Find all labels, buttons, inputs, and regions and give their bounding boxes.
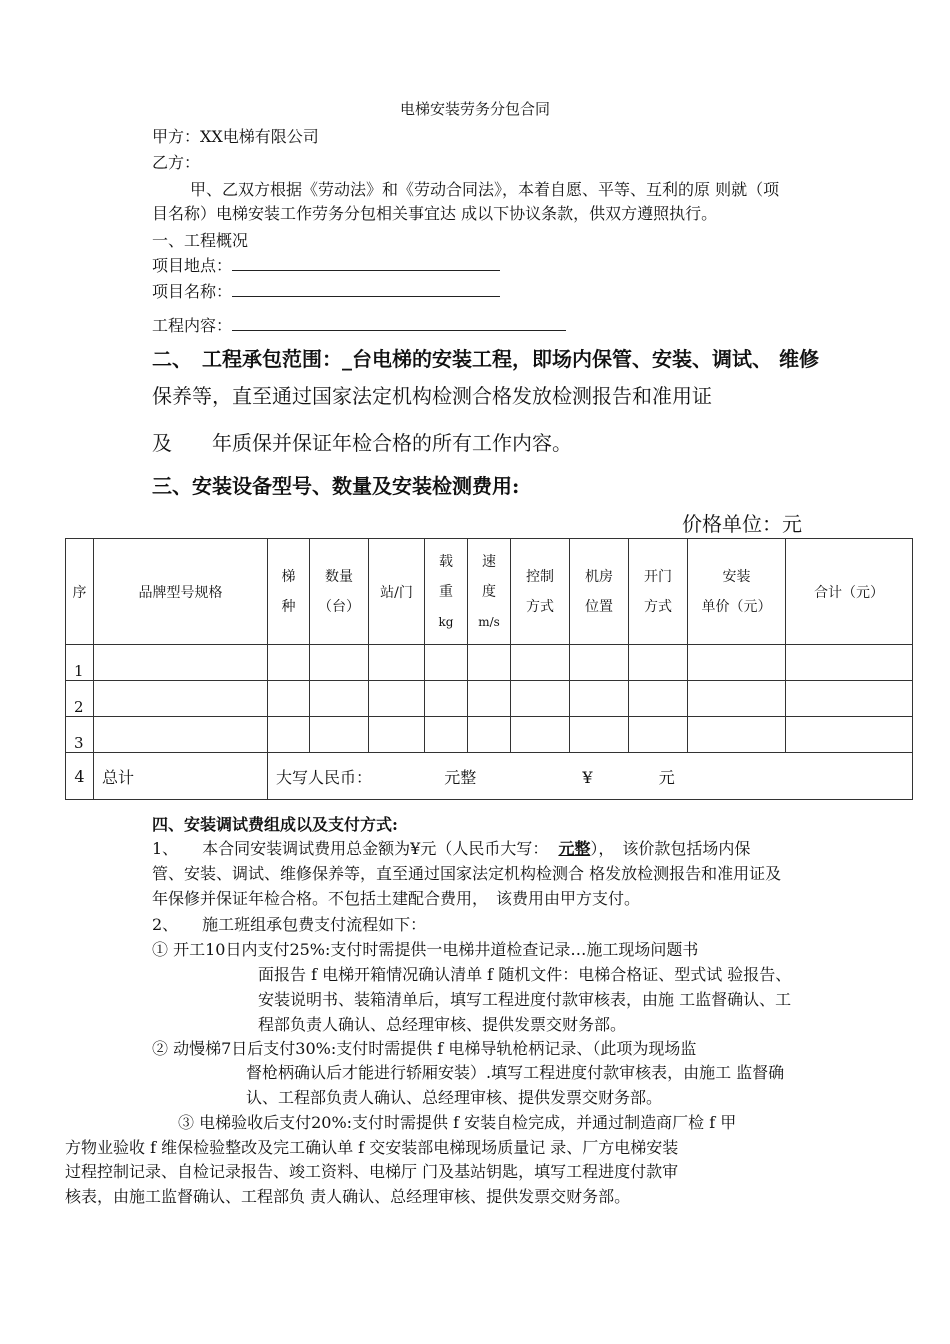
table-cell <box>786 717 913 753</box>
header-unit-price-1: 安装 <box>722 568 751 585</box>
stage-3-line-2: 方物业验收 f 维保检验整改及完工确认单 f 交安装部电梯现场质量记 录、厂方电梯安装 <box>65 1138 679 1157</box>
table-cell <box>425 681 468 717</box>
table-cell <box>369 681 425 717</box>
header-room <box>570 539 629 645</box>
table-row <box>66 717 913 753</box>
section-2-line-3: 及 年质保并保证年检合格的所有工作内容。 <box>152 431 572 455</box>
table-row <box>66 645 913 681</box>
total-amount-cell <box>268 753 913 800</box>
stage-2-line-1: ② 动慢梯7日后支付30%:支付时需提供 f 电梯导轨枪柄记录、（此项为现场监 <box>152 1039 697 1058</box>
table-cell <box>94 717 268 753</box>
table-cell <box>94 645 268 681</box>
header-type-2: 种 <box>281 598 296 615</box>
field-project-name-label: 项目名称： <box>152 282 233 301</box>
header-total: 合计（元） <box>786 539 913 645</box>
section-2-line-1 <box>152 343 819 372</box>
header-control-2: 方式 <box>526 598 554 615</box>
header-room-2: 位置 <box>585 598 613 615</box>
field-project-location <box>152 253 500 276</box>
section-2-text: 二、 工程承包范围：_台电梯的安装工程，即场内保管、安装、调试、 维修 <box>152 347 819 371</box>
table-row <box>66 681 913 717</box>
field-project-content-label: 工程内容： <box>152 316 233 335</box>
table-cell <box>570 717 629 753</box>
header-load <box>425 539 468 645</box>
header-door <box>629 539 688 645</box>
stage-1-line-3: 安装说明书、装箱清单后，填写工程进度付款审核表，由施 工监督确认、工 <box>258 990 792 1009</box>
table-cell <box>268 645 310 681</box>
header-door-2: 方式 <box>644 598 672 615</box>
header-unit-price-2: 单价（元） <box>701 598 772 615</box>
intro-line-1: 甲、乙双方根据《劳动法》和《劳动合同法》，本着自愿、平等、互利的原 则就（项 <box>190 180 780 199</box>
stage-1-line-1: ① 开工10日内支付25%:支付时需提供一电梯井道检查记录…施工现场问题书 <box>152 940 699 959</box>
table-cell <box>688 717 786 753</box>
p1-amount-words: 元整 <box>558 839 591 858</box>
field-project-content <box>152 313 566 336</box>
p1-text-b: ）， 该价款包括场内保 <box>590 839 751 858</box>
row-number: 2 <box>66 681 94 717</box>
payment-para-1-line-2: 管、安装、调试、维修保养等，直至通过国家法定机构检测合 格发放检测报告和准用证及 <box>152 864 782 883</box>
table-cell <box>310 717 369 753</box>
header-load-2: 重 <box>439 583 453 600</box>
header-qty-1: 数量 <box>325 568 353 585</box>
section-2-line-2: 保养等，直至通过国家法定机构检测合格发放检测报告和准用证 <box>152 384 712 408</box>
header-speed-1: 速 <box>482 553 496 570</box>
header-stops: 站/门 <box>369 539 425 645</box>
stage-2-line-2: 督枪柄确认后才能进行轿厢安装）.填写工程进度付款审核表，由施工 监督确 <box>246 1063 785 1082</box>
total-label: 总计 <box>94 753 268 800</box>
header-unit-price <box>688 539 786 645</box>
stage-2-line-3: 认、工程部负责人确认、总经理审核、提供发票交财务部。 <box>246 1088 663 1107</box>
stage-3-line-3: 过程控制记录、自检记录报告、竣工资料、电梯厅 门及基站钥匙，填写工程进度付款审 <box>65 1162 679 1181</box>
table-cell <box>570 645 629 681</box>
header-load-1: 载 <box>439 553 453 570</box>
table-cell <box>629 645 688 681</box>
blank-line <box>232 316 566 331</box>
header-type <box>268 539 310 645</box>
stage-1-line-4: 程部负责人确认、总经理审核、提供发票交财务部。 <box>258 1015 627 1034</box>
header-brand: 品牌型号规格 <box>94 539 268 645</box>
table-total-row <box>66 753 913 800</box>
table-cell <box>369 717 425 753</box>
table-cell <box>786 645 913 681</box>
field-project-name <box>152 279 500 302</box>
total-row-number: 4 <box>66 753 94 800</box>
table-cell <box>268 717 310 753</box>
payment-para-1-line-1 <box>152 836 750 859</box>
row-number: 3 <box>66 717 94 753</box>
table-cell <box>629 717 688 753</box>
table-cell <box>688 645 786 681</box>
table-header-row <box>66 539 913 645</box>
table-cell <box>94 681 268 717</box>
intro-line-2: 目名称）电梯安装工作劳务分包相关事宜达 成以下协议条款，供双方遵照执行。 <box>152 204 718 223</box>
table-cell <box>425 717 468 753</box>
total-rmb-label: 大写人民币： <box>276 767 373 787</box>
blank-line <box>232 282 500 297</box>
table-cell <box>468 681 511 717</box>
blank-line <box>232 256 500 271</box>
section-1-heading: 一、工程概况 <box>152 231 249 250</box>
price-unit: 价格单位：元 <box>682 512 802 536</box>
p1-text-a: 1、 本合同安装调试费用总金额为¥元（人民币大写： <box>152 839 549 858</box>
header-speed <box>468 539 511 645</box>
equipment-table <box>65 538 913 800</box>
header-speed-3: m/s <box>478 614 500 629</box>
stage-1-line-2: 面报告 f 电梯开箱情况确认清单 f 随机文件：电梯合格证、型式试 验报告、 <box>258 965 792 984</box>
table-cell <box>310 681 369 717</box>
header-control <box>511 539 570 645</box>
table-cell <box>425 645 468 681</box>
row-number: 1 <box>66 645 94 681</box>
header-door-1: 开门 <box>644 568 672 585</box>
header-qty-2: （台） <box>318 598 360 615</box>
table-cell <box>468 645 511 681</box>
header-control-1: 控制 <box>526 568 554 585</box>
section-4-heading: 四、安装调试费组成以及支付方式: <box>152 815 398 834</box>
table-cell <box>570 681 629 717</box>
table-cell <box>268 681 310 717</box>
total-yen-sign: ¥ <box>582 767 593 787</box>
header-room-1: 机房 <box>585 568 613 585</box>
payment-para-2: 2、 施工班组承包费支付流程如下： <box>152 915 427 934</box>
total-yuan-zheng: 元整 <box>444 767 477 787</box>
field-project-location-label: 项目地点： <box>152 256 233 275</box>
header-type-1: 梯 <box>281 568 296 585</box>
party-b: 乙方： <box>152 153 201 172</box>
header-load-3: kg <box>438 614 454 629</box>
section-3-heading: 三、安装设备型号、数量及安装检测费用: <box>152 474 520 498</box>
header-seq: 序 <box>66 539 94 645</box>
table-cell <box>511 717 570 753</box>
table-cell <box>310 645 369 681</box>
total-yuan: 元 <box>658 767 675 787</box>
table-cell <box>369 645 425 681</box>
table-cell <box>629 681 688 717</box>
stage-3-line-4: 核表，由施工监督确认、工程部负 责人确认、总经理审核、提供发票交财务部。 <box>65 1187 631 1206</box>
header-qty <box>310 539 369 645</box>
table-cell <box>786 681 913 717</box>
party-a: 甲方：XX电梯有限公司 <box>152 127 319 146</box>
table-cell <box>688 681 786 717</box>
payment-para-1-line-3: 年保修并保证年检合格。不包括土建配合费用， 该费用由甲方支付。 <box>152 889 641 908</box>
document-title: 电梯安装劳务分包合同 <box>399 100 550 118</box>
table-cell <box>511 681 570 717</box>
table-cell <box>468 717 511 753</box>
stage-3-line-1: ③ 电梯验收后支付20%:支付时需提供 f 安装自检完成，并通过制造商厂检 f 甲 <box>178 1113 737 1132</box>
table-cell <box>511 645 570 681</box>
header-speed-2: 度 <box>482 583 496 600</box>
